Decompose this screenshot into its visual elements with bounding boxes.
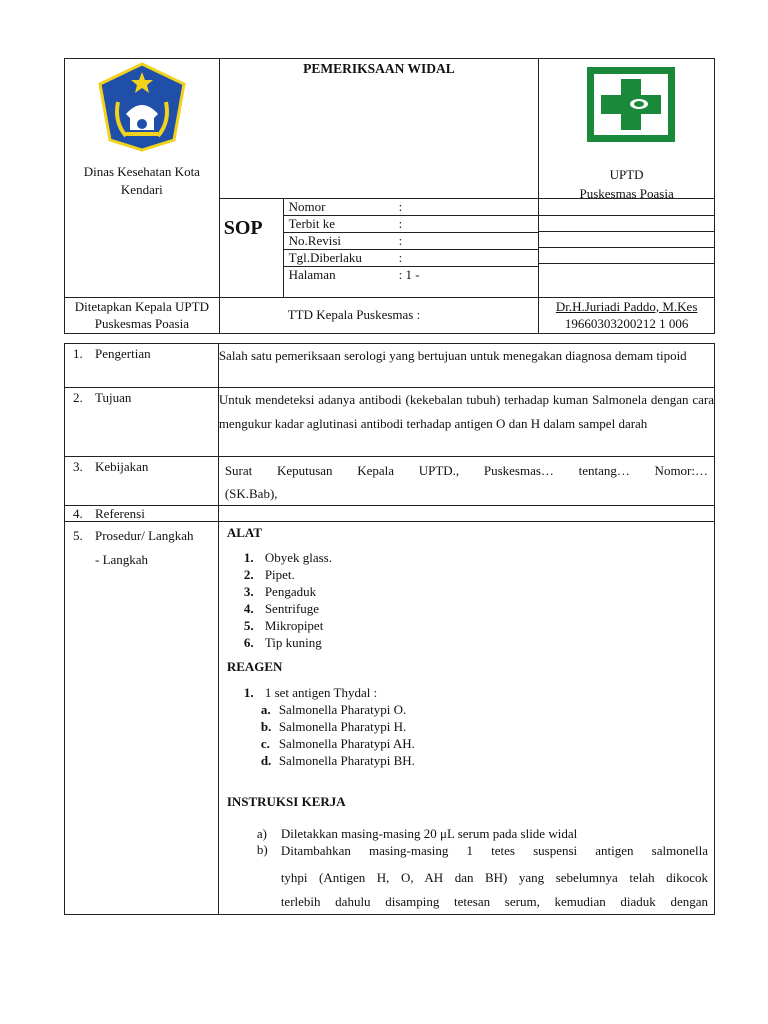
kebijakan-line1: Surat Keputusan Kepala UPTD., Puskesmas… tentang… Nomor:… bbox=[224, 463, 708, 478]
list-item: 5. Mikropipet bbox=[257, 617, 708, 634]
list-item: 3. Pengaduk bbox=[257, 583, 708, 600]
meta-label-tgl: Tgl.Diberlaku bbox=[288, 250, 362, 265]
row-text-pengertian: Salah satu pemeriksaan serologi yang bertujuan untuk menegakan diagnosa demam tipoid bbox=[218, 344, 714, 388]
meta-label-revisi: No.Revisi bbox=[288, 233, 342, 248]
row-label-cont: - Langkah bbox=[95, 552, 149, 567]
alat-heading: ALAT bbox=[226, 525, 262, 540]
row-label: Pengertian bbox=[95, 346, 151, 361]
row-number: 2. bbox=[73, 390, 83, 405]
footer-right-line2: 19660303200212 1 006 bbox=[564, 315, 689, 331]
row-number: 3. bbox=[73, 459, 83, 474]
list-item: d. Salmonella Pharatypi BH. bbox=[260, 753, 415, 768]
row-label: Tujuan bbox=[95, 390, 132, 405]
row-label: Prosedur/ Langkah bbox=[95, 528, 194, 543]
reagen-list bbox=[227, 684, 708, 701]
table-row bbox=[65, 457, 715, 506]
row-number: 5. bbox=[73, 528, 83, 543]
row-number: 1. bbox=[73, 346, 83, 361]
instruksi-heading: INSTRUKSI KERJA bbox=[226, 794, 346, 809]
list-item: 2. Pipet. bbox=[257, 566, 708, 583]
list-item: 1. 1 set antigen Thydal : bbox=[257, 684, 708, 701]
org-right-line2: Puskesmas Poasia bbox=[579, 186, 674, 201]
footer-mid: TTD Kepala Puskesmas : bbox=[219, 297, 539, 333]
list-item: a. Salmonella Pharatypi O. bbox=[260, 702, 407, 717]
org-right-line1: UPTD bbox=[609, 167, 644, 182]
table-row bbox=[65, 506, 715, 522]
row-label-prosedur bbox=[65, 522, 219, 915]
meta-values bbox=[539, 199, 715, 298]
row-label-tujuan bbox=[65, 388, 219, 457]
row-number: 4. bbox=[73, 506, 83, 521]
meta-label-terbit: Terbit ke bbox=[288, 216, 336, 231]
table-row bbox=[65, 344, 715, 388]
meta-labels bbox=[283, 199, 539, 298]
meta-value-nomor: : bbox=[398, 199, 403, 214]
footer-left-line1: Ditetapkan Kepala UPTD bbox=[74, 298, 209, 314]
reagen-heading: REAGEN bbox=[226, 659, 283, 674]
footer-left bbox=[65, 297, 220, 333]
kebijakan-line2: (SK.Bab), bbox=[224, 486, 278, 501]
meta-value-revisi: : bbox=[398, 233, 403, 248]
footer-left-line2: Puskesmas Poasia bbox=[94, 315, 189, 331]
table-row bbox=[65, 522, 715, 915]
list-item: 4. Sentrifuge bbox=[257, 600, 708, 617]
puskesmas-logo bbox=[585, 65, 677, 144]
sop-content-table bbox=[64, 343, 715, 915]
row-label: Kebijakan bbox=[95, 459, 149, 474]
meta-label-halaman: Halaman bbox=[288, 267, 336, 282]
list-item: b. Salmonella Pharatypi H. bbox=[260, 719, 407, 734]
reagen-sublist bbox=[227, 701, 708, 769]
footer-right-line1: Dr.H.Juriadi Paddo, M.Kes bbox=[555, 298, 698, 314]
meta-value-terbit: : bbox=[398, 216, 403, 231]
row-label-pengertian bbox=[65, 344, 219, 388]
alat-list bbox=[227, 549, 708, 651]
page-title: PEMERIKSAAN WIDAL bbox=[219, 59, 539, 199]
table-row bbox=[65, 388, 715, 457]
kendari-crest-logo bbox=[96, 62, 188, 152]
sop-label: SOP bbox=[219, 199, 283, 298]
org-left-line1: Dinas Kesehatan Kota bbox=[83, 164, 200, 179]
meta-value-tgl: : bbox=[398, 250, 403, 265]
row-text-kebijakan bbox=[218, 457, 714, 506]
list-item: c. Salmonella Pharatypi AH. bbox=[260, 736, 415, 751]
row-text-tujuan: Untuk mendeteksi adanya antibodi (kekebalan tubuh) terhadap kuman Salmonela dengan cara mengukur kadar aglutinasi antibodi terhadap antigen O dan H dalam sampel darah bbox=[218, 388, 714, 457]
instruksi-item-b: b) Ditambahkan masing-masing 1 tetes suspensi antigen salmonella tyhpi (Antigen H, O, AH dan BH) yang sebelumnya telah dikocok terlebih dahulu disamping tetesan serum, kemudian diaduk dengan bbox=[256, 842, 708, 909]
org-left-line2: Kendari bbox=[120, 182, 163, 197]
row-label: Referensi bbox=[95, 506, 145, 521]
list-item: 1. Obyek glass. bbox=[257, 549, 708, 566]
list-item: 6. Tip kuning bbox=[257, 634, 708, 651]
meta-label-nomor: Nomor bbox=[288, 199, 326, 214]
instruksi-item-a: a) Diletakkan masing-masing 20 μL serum pada slide widal bbox=[256, 826, 578, 841]
row-text-referensi bbox=[218, 506, 714, 522]
prosedur-content bbox=[218, 522, 714, 915]
row-label-kebijakan bbox=[65, 457, 219, 506]
meta-value-halaman: : 1 - bbox=[398, 267, 420, 282]
footer-right bbox=[539, 297, 715, 333]
row-label-referensi bbox=[65, 506, 219, 522]
